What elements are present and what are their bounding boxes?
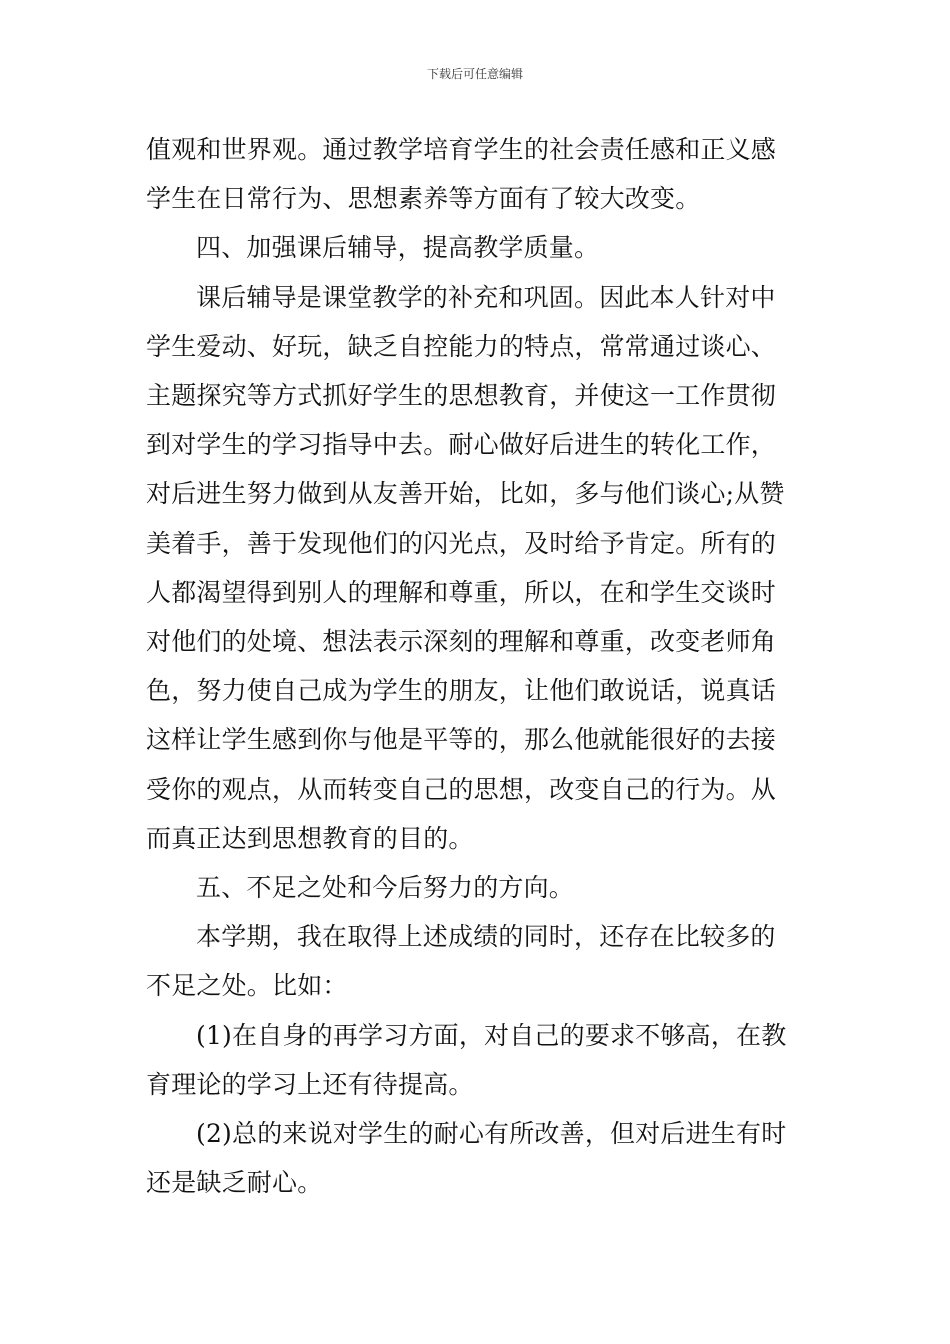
document-body: [146, 125, 806, 1207]
page-header: 下载后可任意编辑: [426, 67, 523, 81]
text-line: 而真正达到思想教育的目的。: [146, 823, 474, 853]
text-line: 色，努力使自己成为学生的朋友，让他们敢说话，说真话: [146, 676, 777, 706]
text-line: 人都渴望得到别人的理解和尊重，所以，在和学生交谈时: [146, 577, 777, 607]
text-line: (2)总的来说对学生的耐心有所改善，但对后进生有时: [196, 1119, 787, 1149]
text-line: 受你的观点，从而转变自己的思想，改变自己的行为。从: [146, 774, 777, 804]
text-line: 学生在日常行为、思想素养等方面有了较大改变。: [146, 184, 701, 214]
text-line: (1)在自身的再学习方面，对自己的要求不够高，在教: [196, 1020, 787, 1050]
text-line: 学生爱动、好玩，缺乏自控能力的特点，常常通过谈心、: [146, 331, 777, 361]
text-line: 不足之处。比如：: [146, 971, 348, 1001]
text-line: 五、不足之处和今后努力的方向。: [196, 873, 575, 903]
text-line: 还是缺乏耐心。: [146, 1168, 323, 1198]
text-line: 本学期，我在取得上述成绩的同时，还存在比较多的: [196, 922, 776, 952]
text-line: 对他们的处境、想法表示深刻的理解和尊重，改变老师角: [146, 627, 777, 657]
text-line: 课后辅导是课堂教学的补充和巩固。因此本人针对中: [196, 282, 776, 312]
text-line: 主题探究等方式抓好学生的思想教育，并使这一工作贯彻: [146, 381, 777, 411]
text-line: 育理论的学习上还有待提高。: [146, 1069, 474, 1099]
text-line: 到对学生的学习指导中去。耐心做好后进生的转化工作，: [146, 430, 777, 460]
text-line: 这样让学生感到你与他是平等的，那么他就能很好的去接: [146, 725, 777, 755]
text-line: 四、加强课后辅导，提高教学质量。: [196, 233, 600, 263]
text-line: 对后进生努力做到从友善开始，比如，多与他们谈心;从赞: [146, 479, 785, 509]
text-line: 值观和世界观。通过教学培育学生的社会责任感和正义感: [146, 135, 777, 164]
text-line: 美着手，善于发现他们的闪光点，及时给予肯定。所有的: [146, 528, 777, 558]
